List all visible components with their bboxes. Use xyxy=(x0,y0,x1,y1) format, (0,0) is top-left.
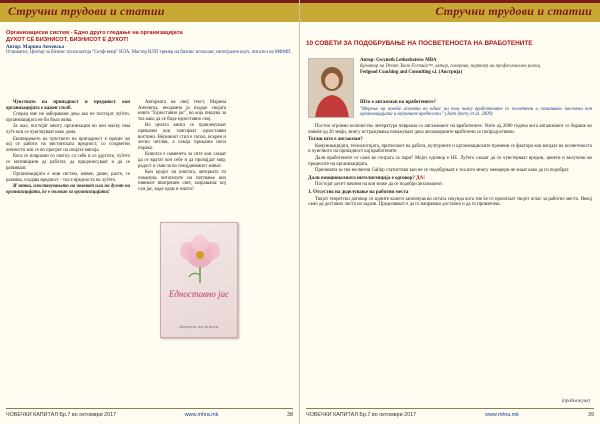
left-column-2 xyxy=(138,100,226,194)
author-role: Креатор на Dream Team Formula™, автор, говорник, партнер на професионален развој. xyxy=(360,63,542,69)
book-title: Едноставно јас xyxy=(168,289,230,299)
paragraph: Постојат десет начини на кои може да се подобри ангажманот. xyxy=(315,182,443,188)
author-organization: Fedgood Coaching and Consulting s.l. (Австрија) xyxy=(360,69,463,75)
paragraph: За жал, постојат многу организации во кои малку има луѓе кои се чувствуваат како дома. xyxy=(6,124,130,135)
page-number: 38 xyxy=(287,411,293,418)
person-portrait-icon xyxy=(309,59,354,118)
left-headline: Организациски систем - Едно друго гледање на организацијата xyxy=(6,30,183,36)
question-text: Дали емоционалната интелигенција е одговор? xyxy=(308,175,415,181)
paragraph: Книгата е наменета за сите кои сакаат да се вратат кон себе и да пронајдат мир, радост и смисла во секојдневниот живот. xyxy=(138,152,226,169)
website-link[interactable]: www.mhra.mk xyxy=(485,411,519,418)
author-name: Автор: Gwyneth Lethesbatrow MBA xyxy=(360,58,437,63)
author-block xyxy=(360,58,592,75)
left-column-1 xyxy=(6,100,130,197)
page-number: 39 xyxy=(588,411,594,418)
book-cover-image xyxy=(160,222,238,338)
paragraph: Дали вработените се само во потрага за пари? Мојот одговор е НЕ. Луѓето сакаат да се чувствуваат вредни, ценети и вклучени во процесите на организацијата. xyxy=(308,155,592,167)
paragraph: Кога се поврзани со светот, со себе и со другите, луѓето се мотивирани да работат, да придонесуваат и да се развиваат. xyxy=(6,154,130,171)
paragraph: Организацијата е жив систем, живее, дише, расте, се развива, создава вредност - тоа е вредноста на луѓето. xyxy=(6,172,130,183)
answer-text: ДА! xyxy=(416,175,425,181)
paragraph-emphasis: И затоа, изоставувањето на човекот или на духот на организацијата, ќе е полошо за организацијата! xyxy=(6,184,130,195)
paragraph: Чувството на припадност и преданост кон организацијата е важен столб. xyxy=(6,100,130,111)
paragraph: Твојот теоретски договор со идните колеги започнува во истата секунда кога тие ќе го прочитаат твојот оглас за работно место. Некој само да доставил листа на задачи. Предизвикот е да го направиш достапно и да го привлечеш. xyxy=(308,196,592,208)
left-footer xyxy=(6,408,293,418)
definition-quote: "Мерење на повеќе аспекти во однос на тоа колку вработените се посветени и позитивно насочени кон организацијата и нејзините вредности." (John Storey et al. 2009) xyxy=(360,106,592,118)
paragraph: Во целата книга се провлекуваат приказни кои тангираат едноставни вистини. Нејзиниот стил е топол, искрен и лесно читлив, а секоја приказна носи порака. xyxy=(138,123,226,151)
intro-block xyxy=(360,98,592,118)
right-banner xyxy=(300,0,600,22)
continued-note: (продолжува) xyxy=(561,399,590,404)
paragraph: Авторката на овој текст, Марина Анчевска, неодамна ја издаде својата книга "Едноставно јас", во која пишува за тоа како да се биде едноставно свој. xyxy=(138,100,226,122)
list-item-heading: 1. Отсуство на доделување на работни места xyxy=(308,189,409,195)
paragraph: Според ние не забораваме дека ако не постојат луѓето, организацијата не би била жива. xyxy=(6,112,130,123)
right-banner-title: Стручни трудови и статии xyxy=(435,4,592,18)
section-question: Што е ангажман на вработените? xyxy=(360,100,436,105)
paragraph: Постои огромно количество литература поврзана со ангажманот на вработените. Уште од 2000 година кога ангажманот се бараше во повеќе од 20 земји, многу истражувања покажуваат дека ангажираните вработени се попродуктивни. xyxy=(308,124,592,135)
paragraph: Кон крајот на книгата, авторката ги поканува читателите на патување кон нивниот внатрешен свет, запрашана: кој сум јас, каде одам и зошто? xyxy=(138,170,226,192)
magazine-issue: ЧОВЕЧКИ КАПИТАЛ Бр.7 во октомври 2017 xyxy=(6,411,117,418)
website-link[interactable]: www.mhra.mk xyxy=(184,411,219,418)
left-banner-title: Стручни трудови и статии xyxy=(8,4,165,18)
right-page xyxy=(300,0,600,424)
right-footer xyxy=(306,408,594,418)
flower-illustration xyxy=(167,233,233,283)
paragraph: Причината за тие несвесни Gallup статистики кои не се подобруваат е тоа што многу менаџери не знаат како да ги подобрат. xyxy=(315,168,570,174)
article-title: 10 СОВЕТИ ЗА ПОДОБРУВАЊЕ НА ПОСВЕТЕНОСТА НА ВРАБОТЕНИТЕ xyxy=(306,40,533,47)
book-author: Марина Анчевска xyxy=(179,324,219,329)
left-subheadline: ДУХОТ СЕ БИЗНИСОТ, БИЗНИСОТ Е ДУХОТ! xyxy=(6,37,129,43)
magazine-issue: ЧОВЕЧКИ КАПИТАЛ Бр.7 во октомври 2017 xyxy=(306,411,417,418)
left-banner xyxy=(0,0,299,22)
article-body xyxy=(308,124,592,209)
paragraph: Екипирањето на чувството на припадност е процес во кој се работи на вистинската вредност, со соодветни личности кои се во пресрет на својата мисија. xyxy=(6,136,130,153)
left-affiliation: Основател, Центар за бизнис психологија "Селф-кеир" ИЛА, Мастер НЛП тренер на бизнис психолог, интегрален коуч, писател на МФМП. xyxy=(6,50,292,55)
left-author: Автор: Марина Анчевска xyxy=(6,45,65,50)
author-photo xyxy=(308,58,354,118)
paragraph: Комуникацијата, технологијата, притисокот на работа, културните и организациските промени се фактори кои влијаат на посветеноста и чувството на припадност кај вработените. xyxy=(308,143,592,155)
section-question xyxy=(308,176,592,182)
section-question: Тогаш што е ангажман? xyxy=(308,137,363,143)
left-article-header xyxy=(6,30,293,56)
